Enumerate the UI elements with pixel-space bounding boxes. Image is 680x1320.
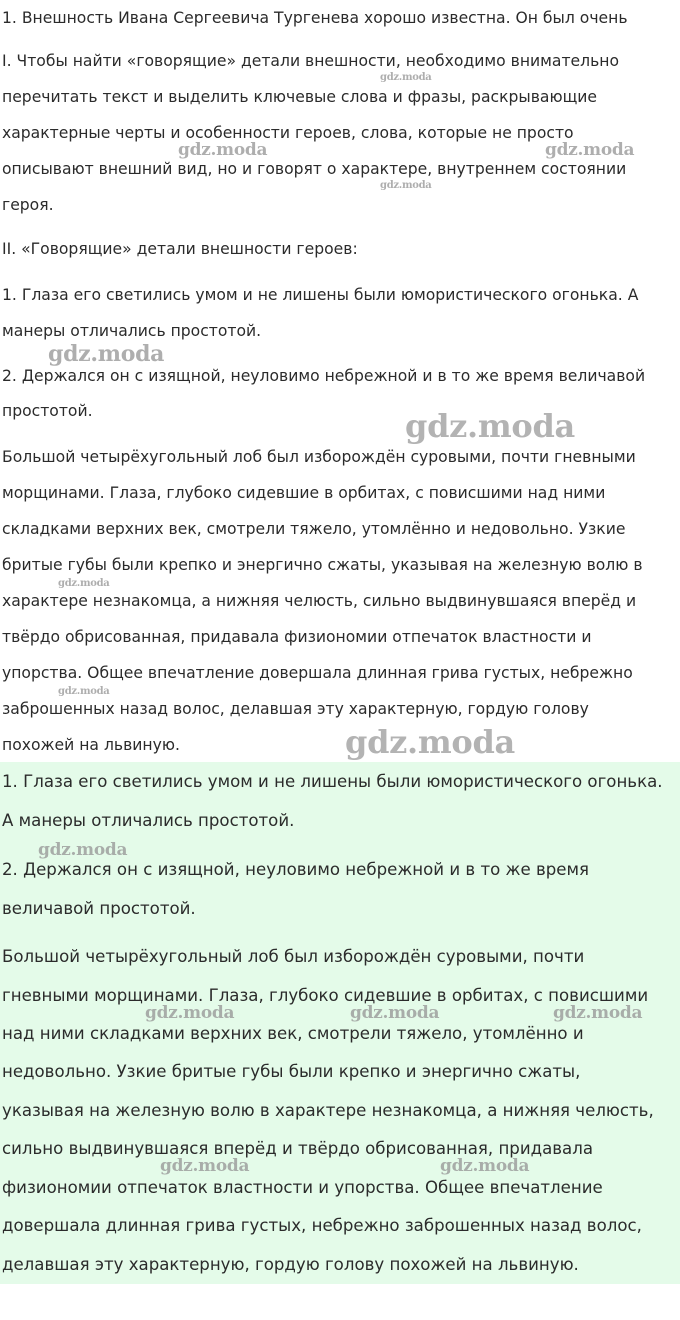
highlight-detail-one-line: А манеры отличались простотой. [2,811,295,830]
section-two-heading: II. «Говорящие» детали внешности героев: [2,240,358,258]
portrait-line: твёрдо обрисованная, придавала физиономии отпечаток властности и [2,628,592,646]
watermark: gdz.moda [345,723,515,761]
watermark: gdz.moda [380,72,432,83]
watermark: gdz.moda [178,140,268,160]
watermark: gdz.moda [553,1003,643,1023]
watermark: gdz.moda [545,140,635,160]
portrait-line: бритые губы были крепко и энергично сжаты, указывая на железную волю в [2,556,643,574]
intro-line: 1. Внешность Ивана Сергеевича Тургенева хорошо известна. Он был очень [2,9,628,27]
watermark: gdz.moda [160,1156,250,1176]
highlight-detail-two-line: величавой простотой. [2,899,196,918]
watermark: gdz.moda [58,578,110,589]
highlight-detail-two-line: 2. Держался он с изящной, неуловимо небрежной и в то же время [2,860,589,879]
detail-one-line: 1. Глаза его светились умом и не лишены были юмористического огонька. А [2,286,639,304]
portrait-line: похожей на львиную. [2,736,180,754]
watermark: gdz.moda [48,341,165,367]
portrait-line: характере незнакомца, а нижняя челюсть, сильно выдвинувшаяся вперёд и [2,592,637,610]
highlight-portrait-line: Большой четырёхугольный лоб был изборождён суровыми, почти [2,947,585,966]
watermark: gdz.moda [405,407,575,445]
highlight-portrait-line: указывая на железную волю в характере незнакомца, а нижняя челюсть, [2,1101,654,1120]
detail-two-line: простотой. [2,402,93,420]
highlight-detail-one-line: 1. Глаза его светились умом и не лишены были юмористического огонька. [2,772,663,791]
highlight-portrait-line: гневными морщинами. Глаза, глубоко сидевшие в орбитах, с повисшими [2,986,649,1005]
section-one-line: описывают внешний вид, но и говорят о характере, внутреннем состоянии [2,160,627,178]
watermark: gdz.moda [58,686,110,697]
portrait-line: упорства. Общее впечатление довершала длинная грива густых, небрежно [2,664,633,682]
highlight-portrait-line: довершала длинная грива густых, небрежно заброшенных назад волос, [2,1216,642,1235]
highlight-portrait-line: сильно выдвинувшаяся вперёд и твёрдо обрисованная, придавала [2,1139,593,1158]
section-one-line: героя. [2,196,54,214]
portrait-line: складками верхних век, смотрели тяжело, утомлённо и недовольно. Узкие [2,520,626,538]
section-one-line: перечитать текст и выделить ключевые слова и фразы, раскрывающие [2,88,598,106]
watermark: gdz.moda [350,1003,440,1023]
detail-two-line: 2. Держался он с изящной, неуловимо небрежной и в то же время величавой [2,367,646,385]
portrait-line: Большой четырёхугольный лоб был изборождён суровыми, почти гневными [2,448,636,466]
detail-one-line: манеры отличались простотой. [2,322,262,340]
portrait-line: заброшенных назад волос, делавшая эту характерную, гордую голову [2,700,589,718]
watermark: gdz.moda [380,180,432,191]
watermark: gdz.moda [38,840,128,860]
watermark: gdz.moda [440,1156,530,1176]
portrait-line: морщинами. Глаза, глубоко сидевшие в орбитах, с повисшими над ними [2,484,606,502]
section-one-line: характерные черты и особенности героев, слова, которые не просто [2,124,574,142]
section-one-line: I. Чтобы найти «говорящие» детали внешности, необходимо внимательно [2,52,620,70]
highlight-portrait-line: над ними складками верхних век, смотрели тяжело, утомлённо и [2,1024,584,1043]
highlight-portrait-line: физиономии отпечаток властности и упорства. Общее впечатление [2,1178,603,1197]
watermark: gdz.moda [145,1003,235,1023]
highlight-portrait-line: делавшая эту характерную, гордую голову похожей на львиную. [2,1255,579,1274]
highlight-portrait-line: недовольно. Узкие бритые губы были крепко и энергично сжаты, [2,1062,581,1081]
